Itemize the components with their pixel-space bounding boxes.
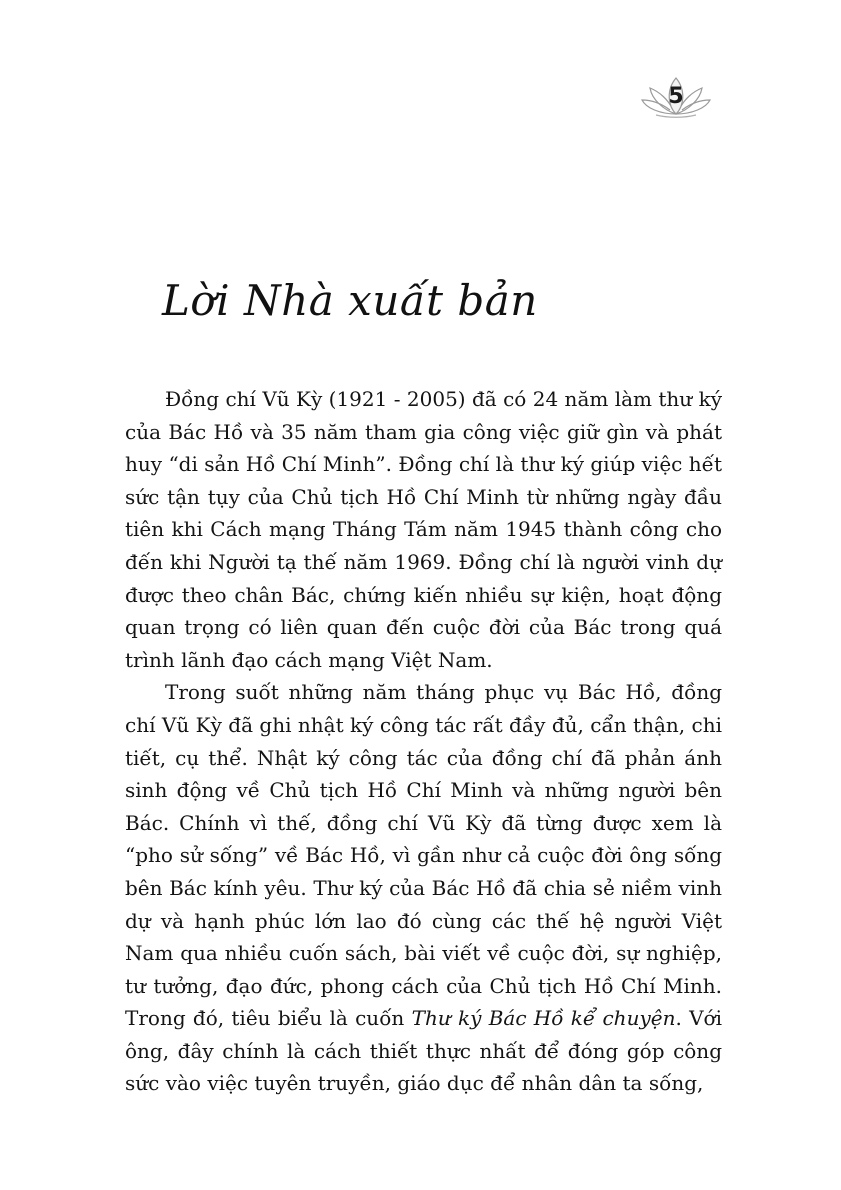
- page-heading: Lời Nhà xuất bản: [162, 276, 538, 325]
- paragraph-2-text-after: . Với ông, đây chính là cách thiết thực nhất để đóng góp công sức vào việc tuyên truyền, giáo dục để nhân dân ta sống,: [125, 1006, 722, 1096]
- book-title: Thư ký Bác Hồ kể chuyện: [411, 1006, 676, 1031]
- page-number: 5: [668, 84, 684, 109]
- paragraph-2-text-before: Trong suốt những năm tháng phục vụ Bác Hồ, đồng chí Vũ Kỳ đã ghi nhật ký công tác rất đầy đủ, cẩn thận, chi tiết, cụ thể. Nhật ký công tác của đồng chí đã phản ánh sinh động về Chủ tịch Hồ Chí Minh và những người bên Bác. Chính vì thế, đồng chí Vũ Kỳ đã từng được xem là “pho sử sống” về Bác Hồ, vì gần như cả cuộc đời ông sống bên Bác kính yêu. Thư ký của Bác Hồ đã chia sẻ niềm vinh dự và hạnh phúc lớn lao đó cùng các thế hệ người Việt Nam qua nhiều cuốn sách, bài viết về cuộc đời, sự nghiệp, tư tưởng, đạo đức, phong cách của Chủ tịch Hồ Chí Minh. Trong đó, tiêu biểu là cuốn: [125, 680, 722, 1031]
- body-text: [125, 383, 722, 1100]
- paragraph-2: [125, 676, 722, 1100]
- paragraph-1: Đồng chí Vũ Kỳ (1921 - 2005) đã có 24 năm làm thư ký của Bác Hồ và 35 năm tham gia công việc giữ gìn và phát huy “di sản Hồ Chí Minh”. Đồng chí là thư ký giúp việc hết sức tận tụy của Chủ tịch Hồ Chí Minh từ những ngày đầu tiên khi Cách mạng Tháng Tám năm 1945 thành công cho đến khi Người tạ thế năm 1969. Đồng chí là người vinh dự được theo chân Bác, chứng kiến nhiều sự kiện, hoạt động quan trọng có liên quan đến cuộc đời của Bác trong quá trình lãnh đạo cách mạng Việt Nam.: [125, 387, 722, 672]
- page-number-badge: [640, 74, 712, 120]
